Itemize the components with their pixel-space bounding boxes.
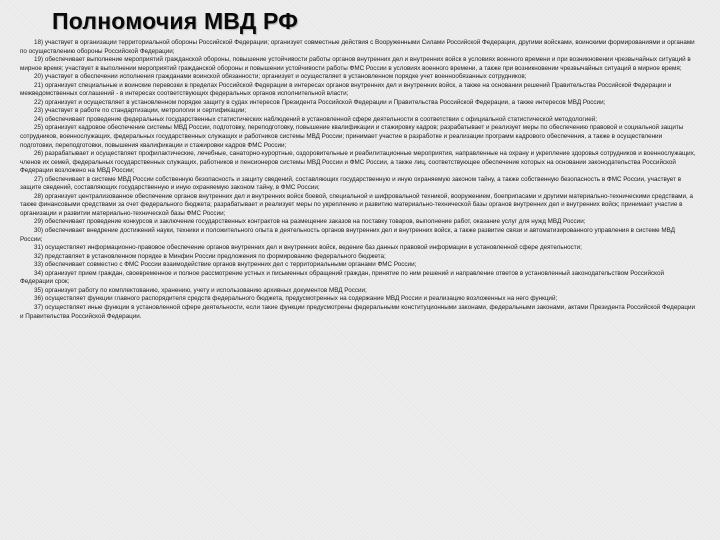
paragraph-34: 34) организует прием граждан, своевременное и полное рассмотрение устных и письменных обращений граждан, принятие по ним решений и направление ответов в установленный законодательством Российской Федерации срок; (20, 269, 664, 286)
paragraph-37: 37) осуществляет иные функции в установленной сфере деятельности, если такие функции предусмотрены федеральными конституционными законами, федеральными законами, актами Президента Российской Федерации и Правительства Российской Федерации. (20, 303, 695, 320)
paragraph-27: 27) обеспечивает в системе МВД России собственную безопасность и защиту сведений, составляющих государственную и иную охраняемую законом тайну, а также собственную безопасность в ФМС России, участвует в защите сведений, составляющих государственную и иную охраняемую законом тайну, в ФМС России; (20, 175, 682, 192)
paragraph-26: 26) разрабатывает и осуществляет профилактические, лечебные, санаторно-курортные, оздоровительные и реабилитационные мероприятия, направленные на охрану и укрепление здоровья сотрудников и военнослужащих, членов их семей, федеральных государственных служащих, работников и пенсионеров системы МВД России и ФМС России, а также лиц, соответствующее обеспечение которых на основании законодательства Российской Федерации возложено на МВД России; (20, 150, 696, 175)
paragraph-22: 22) организует и осуществляет в установленном порядке защиту в судах интересов Президента Российской Федерации и Правительства Российской Федерации, а также интересов МВД России; (34, 98, 606, 106)
paragraph-36: 36) осуществляет функции главного распорядителя средств федерального бюджета, предусмотренных на содержание МВД России и реализацию возложенных на него функций; (34, 295, 558, 303)
paragraph-21: 21) организует специальные и воинские перевозки в пределах Российской Федерации в интересах органов внутренних дел и внутренних войск, а также на основании решений Правительства Российской Федерации и межведомственных соглашений - в интересах соответствующих федеральных органов исполнительной власти; (20, 81, 672, 98)
paragraph-28: 28) организует централизованное обеспечение органов внутренних дел и внутренних войск боевой, специальной и шифровальной техникой, вооружением, боеприпасами и другими материально-техническими средствами, а также финансовыми средствами за счет федерального бюджета; разрабатывает и реализует меры по укреплению и развитию материально-технической базы органов внутренних дел и внутренних войск; принимает участие в организации и развитии материально-технической базы ФМС России; (20, 192, 694, 217)
slide-title: Полномочия МВД РФ (52, 8, 299, 34)
paragraph-23: 23) участвует в работе по стандартизации, метрологии и сертификации; (34, 107, 247, 115)
paragraph-35: 35) организует работу по комплектованию, хранению, учету и использованию архивных документов МВД России; (34, 286, 367, 294)
paragraph-32: 32) представляет в установленном порядке в Минфин России предложения по формированию федерального бюджета; (34, 252, 386, 260)
paragraph-30: 30) обеспечивает внедрение достижений науки, техники и положительного опыта в деятельность органов внутренних дел и внутренних войск, а также развитие связи и автоматизированного управления в системе МВД России; (20, 227, 675, 243)
paragraph-25: 25) организует кадровое обеспечение системы МВД России, подготовку, переподготовку, повышение квалификации и стажировку кадров; разрабатывает и реализует меры по обеспечению правовой и социальной защиты сотрудников, военнослужащих, федеральных государственных служащих и работников системы МВД России; принимает участие в разработке и реализации программ кадрового обеспечения, а также в осуществлении подготовки, переподготовки, повышения квалификации и стажировки кадров ФМС России; (20, 124, 684, 149)
paragraph-18: 18) участвует в организации территориальной обороны Российской Федерации; организует совместные действия с Вооруженными Силами Российской Федерации, другими войсками, воинскими формированиями и органами по осуществлению обороны Российской Федерации; (20, 39, 695, 55)
powers-list (20, 39, 696, 321)
paragraph-24: 24) обеспечивает проведение федеральных государственных статистических наблюдений в установленной сфере деятельности в соответствии с официальной статистической методологией; (34, 115, 598, 123)
paragraph-31: 31) осуществляет информационно-правовое обеспечение органов внутренних дел и внутренних войск, ведение баз данных правовой информации в установленной сфере деятельности; (34, 244, 582, 252)
paragraph-29: 29) обеспечивает проведение конкурсов и заключение государственных контрактов на размещение заказов на поставку товаров, выполнение работ, оказание услуг для нужд МВД России; (34, 218, 586, 226)
paragraph-19: 19) обеспечивает выполнение мероприятий гражданской обороны, повышение устойчивости работы органов внутренних дел и внутренних войск в условиях военного времени и при возникновении чрезвычайных ситуаций в мирное время; участвует в выполнении мероприятий гражданской обороны и повышении устойчивости работы ФМС России в условиях военного времени, а также при возникновении чрезвычайных ситуаций в мирное время; (20, 56, 691, 72)
paragraph-20: 20) участвует в обеспечении исполнения гражданами воинской обязанности; организует и осуществляет в установленном порядке учет военнообязанных сотрудников; (34, 73, 527, 81)
paragraph-33: 33) обеспечивает совместно с ФМС России взаимодействие органов внутренних дел с территориальными органами ФМС России; (34, 261, 417, 269)
